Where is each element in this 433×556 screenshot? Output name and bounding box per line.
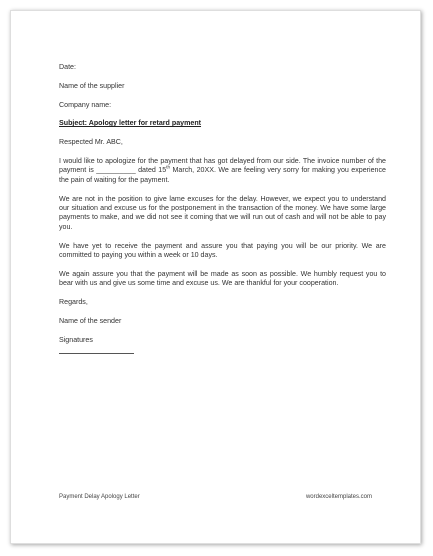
letter-subject: Subject: Apology letter for retard payment [59,119,202,128]
paragraph-3: We have yet to receive the payment and assure you that paying you will be our priority. We are committed to paying you within a week or 10 days. [59,241,386,260]
paragraph-4: We again assure you that the payment will be made as soon as possible. We humbly request you to bear with us and give us some time and excuse us. We are thankful for your cooperation. [59,269,386,288]
paragraph-1 [59,157,386,185]
page-footer [59,493,372,501]
sender-name-label: Name of the sender [59,316,122,325]
date-label: Date: [59,63,76,71]
paragraph-1-text-b: March, 20XX. We are feeling very sorry for making you experience the pain of waiting for the payment. [59,166,386,184]
company-name-label: Company name: [59,100,112,109]
signature-line [59,353,134,354]
salutation: Respected Mr. ABC, [59,138,123,147]
supplier-name-label: Name of the supplier [59,81,125,90]
paragraph-1-text-a: I would like to apologize for the payment that has got delayed from our side. The invoice number of the payment is __________ dated 15 [59,156,386,175]
document-page [10,10,421,544]
footer-title: Payment Delay Apology Letter [59,494,140,500]
closing: Regards, [59,298,88,307]
paragraph-2: We are not in the position to give lame excuses for the delay. However, we expect you to understand our situation and excuse us for the postponement in the transaction of the money. We have some large payments to make, and we did not see it coming that we will run out of cash and will not be able to pay you. [59,194,386,231]
footer-website: wordexceltemplates.com [305,494,372,500]
signature-label: Signatures [59,335,93,344]
ordinal-suffix: th [166,165,171,171]
letter-body [59,63,386,354]
